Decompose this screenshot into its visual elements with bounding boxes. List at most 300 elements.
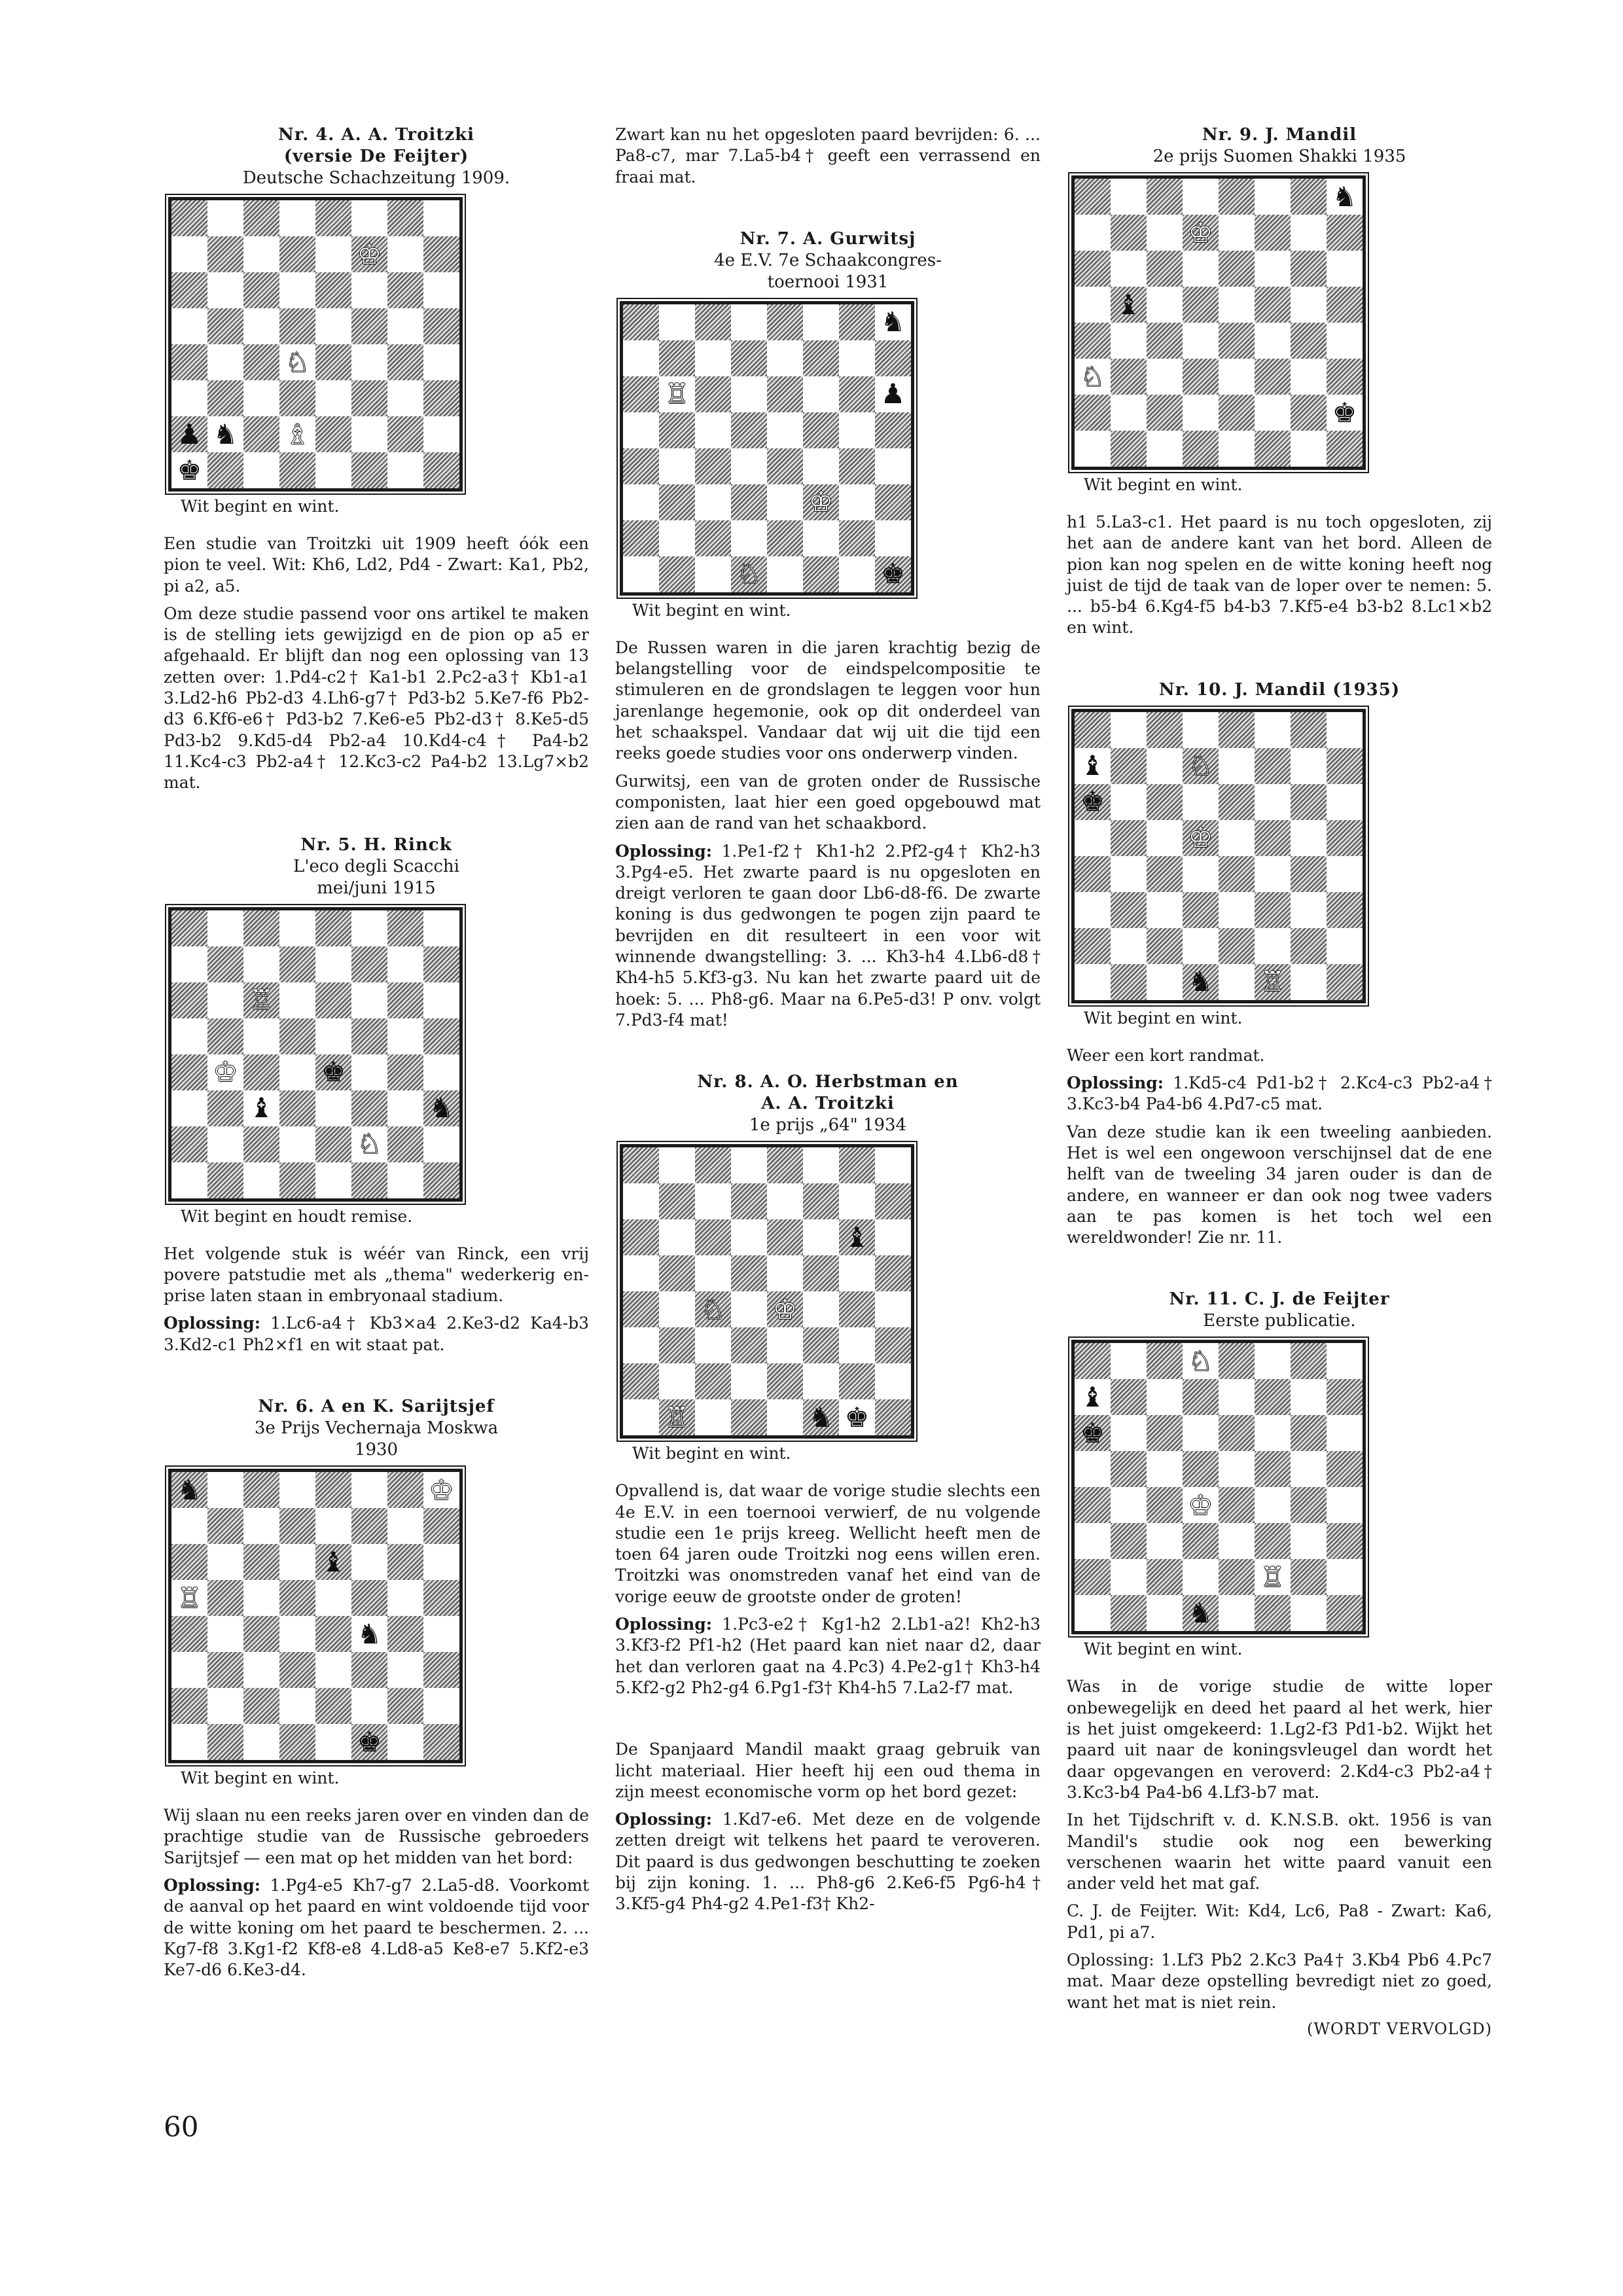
board-square xyxy=(1075,856,1111,892)
board-square xyxy=(279,910,315,946)
board-square xyxy=(171,1580,207,1616)
board-square xyxy=(243,416,279,452)
board-square xyxy=(839,1399,875,1435)
board-square xyxy=(279,452,315,488)
heading-line: Nr. 8. A. O. Herbstman en xyxy=(697,1072,959,1092)
board-square xyxy=(423,910,459,946)
paragraph-text: 1.Pc3-e2† Kg1-h2 2.Lb1-a2! Kh2-h3 3.Kf3-f2 Pf1-h2 (Het paard kan niet naar d2, daar het dan verloren gaat na 4.Pc3) 4.Pe2-g1† Kh3-h4 5.Kf2-g2 Ph2-g4 6.Pg1-f3† Kh4-h5 7.La2-f7 mat. xyxy=(615,1615,1041,1697)
paragraph xyxy=(1067,1950,1492,2013)
board-nr6 xyxy=(168,1469,463,1763)
board-square xyxy=(1075,712,1111,748)
black-pawn-icon: ♟ xyxy=(177,418,202,450)
black-knight-icon: ♞ xyxy=(808,1401,834,1433)
board-square xyxy=(695,484,731,520)
board-square xyxy=(423,380,459,416)
board-square xyxy=(659,448,695,484)
board-square xyxy=(767,1363,803,1399)
board-square xyxy=(803,1291,839,1327)
board-square xyxy=(171,1652,207,1688)
black-king-icon: ♚ xyxy=(177,454,202,486)
board-square xyxy=(207,200,243,236)
board-square xyxy=(315,1688,351,1724)
board-square xyxy=(171,1724,207,1760)
paragraph xyxy=(164,1313,589,1355)
board-square xyxy=(387,1688,423,1724)
board-square xyxy=(803,520,839,556)
board-square xyxy=(875,1327,911,1363)
board-square xyxy=(1147,928,1183,964)
board-square xyxy=(279,236,315,272)
board-square xyxy=(1219,1487,1255,1523)
paragraph-text: C. J. de Feijter. Wit: Kd4, Lc6, Pa8 - Zwart: Ka6, Pd1, pi a7. xyxy=(1067,1901,1492,1942)
board-square xyxy=(1255,1559,1291,1595)
board-square xyxy=(243,452,279,488)
board-square xyxy=(1255,215,1291,251)
board-square xyxy=(1327,179,1363,215)
board-square xyxy=(659,1399,695,1435)
board-square xyxy=(207,1580,243,1616)
board-square xyxy=(839,484,875,520)
board-square xyxy=(1291,748,1327,784)
board-square xyxy=(387,946,423,982)
black-king-icon: ♚ xyxy=(357,1725,382,1758)
board-square xyxy=(839,1183,875,1219)
board-square xyxy=(1111,784,1147,820)
board-square xyxy=(351,1652,387,1688)
board-square xyxy=(1255,892,1291,928)
board-square xyxy=(387,982,423,1018)
board-square xyxy=(731,412,767,448)
board-square xyxy=(315,1126,351,1162)
board-square xyxy=(387,1472,423,1508)
board-square xyxy=(1327,892,1363,928)
board-square xyxy=(659,304,695,340)
board-square xyxy=(1327,431,1363,467)
board-square xyxy=(1075,784,1111,820)
board-square xyxy=(279,1688,315,1724)
board-square xyxy=(1219,431,1255,467)
board-square xyxy=(1147,712,1183,748)
paragraph-text: Weer een kort randmat. xyxy=(1067,1045,1265,1065)
board-square xyxy=(1255,1343,1291,1379)
board-square xyxy=(731,1399,767,1435)
board-square xyxy=(659,1147,695,1183)
board-square xyxy=(207,1162,243,1198)
board-square xyxy=(767,520,803,556)
board-square xyxy=(1219,1523,1255,1559)
board-square xyxy=(839,556,875,592)
board-square xyxy=(207,1544,243,1580)
board-square xyxy=(1327,964,1363,1000)
board-square xyxy=(695,520,731,556)
board-square xyxy=(279,1616,315,1652)
board-square xyxy=(1291,784,1327,820)
board-square xyxy=(315,452,351,488)
board-square xyxy=(1219,1451,1255,1487)
section-spacer xyxy=(164,1362,589,1396)
board-square xyxy=(623,376,659,412)
board-square xyxy=(695,304,731,340)
board-square xyxy=(207,1688,243,1724)
board-square xyxy=(695,1399,731,1435)
board-square xyxy=(207,1472,243,1508)
board-square xyxy=(1183,712,1219,748)
board-square xyxy=(875,556,911,592)
board-square xyxy=(1291,892,1327,928)
board-square xyxy=(1147,1595,1183,1631)
board-square xyxy=(1111,712,1147,748)
white-rook-icon: ♖ xyxy=(664,378,690,410)
board-square xyxy=(1327,820,1363,856)
paragraph xyxy=(1067,1122,1492,1249)
board-square xyxy=(423,1616,459,1652)
heading-line: Nr. 4. A. A. Troitzki xyxy=(278,125,474,145)
board-square xyxy=(1219,1343,1255,1379)
paragraph-text: 1.Kd7-e6. Met deze en de volgende zetten dreigt wit telkens het paard te veroveren. Dit paard is dus gedwongen beschutting te zoeken bij zijn koning. 1. ... Ph8-g6 2.Ke6-f5 Pg6-h4† 3.Kf5-g4 Ph4-g2 4.Pe1-f3† Kh2- xyxy=(615,1810,1041,1914)
board-square xyxy=(1219,964,1255,1000)
board-square xyxy=(279,1652,315,1688)
board-square xyxy=(387,1162,423,1198)
paragraph xyxy=(615,637,1041,764)
black-knight-icon: ♞ xyxy=(429,1092,454,1124)
board-square xyxy=(1147,323,1183,359)
heading-line: 1e prijs „64" 1934 xyxy=(749,1115,907,1136)
board-square xyxy=(839,376,875,412)
board-square xyxy=(1291,359,1327,395)
paragraph-text: In het Tijdschrift v. d. K.N.S.B. okt. 1956 is van Mandil's studie ook nog een bewerking verschenen waarin het witte paard vanuit een ander veld het mat gaf. xyxy=(1067,1810,1492,1893)
board-square xyxy=(1219,892,1255,928)
board-square xyxy=(387,1090,423,1126)
board-square xyxy=(1147,1523,1183,1559)
board-square xyxy=(695,376,731,412)
board-caption: Wit begint en wint. xyxy=(1084,475,1243,494)
board-square xyxy=(315,236,351,272)
board-square xyxy=(731,1183,767,1219)
board-square xyxy=(243,236,279,272)
board-square xyxy=(875,412,911,448)
board-square xyxy=(875,520,911,556)
board-square xyxy=(731,1219,767,1255)
board-square xyxy=(315,910,351,946)
board-square xyxy=(171,272,207,308)
board-square xyxy=(171,982,207,1018)
board-square xyxy=(423,1724,459,1760)
board-square xyxy=(243,982,279,1018)
board-square xyxy=(207,946,243,982)
solution-label: Oplossing: xyxy=(615,841,712,861)
board-square xyxy=(1183,1559,1219,1595)
board-square xyxy=(207,1018,243,1054)
board-square xyxy=(623,1327,659,1363)
board-square xyxy=(171,236,207,272)
board-square xyxy=(1291,964,1327,1000)
board-square xyxy=(1327,1451,1363,1487)
study-heading xyxy=(1067,679,1492,701)
paragraph-text: Wij slaan nu een reeks jaren over en vinden dan de prachtige studie van de Russische gebroeders Sarijtsjef — een mat op het midden van het bord: xyxy=(164,1806,589,1867)
board-square xyxy=(1183,323,1219,359)
board-square xyxy=(623,412,659,448)
board-square xyxy=(1147,395,1183,431)
board-square xyxy=(1111,1487,1147,1523)
board-square xyxy=(1219,359,1255,395)
heading-line: 4e E.V. 7e Schaakcongres- xyxy=(714,250,942,270)
board-square xyxy=(1255,251,1291,287)
board-square xyxy=(839,1327,875,1363)
board-square xyxy=(659,1327,695,1363)
board-square xyxy=(803,1399,839,1435)
board-square xyxy=(243,1724,279,1760)
board-square xyxy=(1183,1523,1219,1559)
board-square xyxy=(171,1544,207,1580)
board-square xyxy=(243,1126,279,1162)
board-square xyxy=(351,1472,387,1508)
board-square xyxy=(423,416,459,452)
board-square xyxy=(387,1616,423,1652)
board-square xyxy=(243,1652,279,1688)
board-square xyxy=(695,412,731,448)
heading-line: 2e prijs Suomen Shakki 1935 xyxy=(1152,147,1406,166)
board-square xyxy=(1111,287,1147,323)
board-square xyxy=(1219,1379,1255,1415)
board-square xyxy=(731,1327,767,1363)
board-square xyxy=(1147,748,1183,784)
board-square xyxy=(839,412,875,448)
board-square xyxy=(839,1147,875,1183)
board-square xyxy=(1327,1559,1363,1595)
board-square xyxy=(1291,1379,1327,1415)
board-square xyxy=(731,448,767,484)
board-square xyxy=(207,344,243,380)
board-caption: Wit begint en wint. xyxy=(181,497,340,516)
board-caption: Wit begint en wint. xyxy=(181,1768,340,1788)
board-square xyxy=(171,910,207,946)
board-square xyxy=(387,272,423,308)
board-square xyxy=(875,1183,911,1219)
board-square xyxy=(351,1616,387,1652)
black-knight-icon: ♞ xyxy=(880,306,906,338)
board-square xyxy=(659,1363,695,1399)
board-square xyxy=(243,946,279,982)
board-square xyxy=(1219,748,1255,784)
board-square xyxy=(659,520,695,556)
board-square xyxy=(387,308,423,344)
board-square xyxy=(1111,395,1147,431)
board-square xyxy=(171,1126,207,1162)
board-square xyxy=(1075,323,1111,359)
paragraph xyxy=(1067,512,1492,639)
board-square xyxy=(279,308,315,344)
board-square xyxy=(351,452,387,488)
paragraph xyxy=(164,533,589,597)
board-square xyxy=(387,1544,423,1580)
heading-line: Deutsche Schachzeitung 1909. xyxy=(242,168,510,188)
board-square xyxy=(171,344,207,380)
board-square xyxy=(243,1544,279,1580)
board-square xyxy=(1111,431,1147,467)
board-square xyxy=(351,344,387,380)
board-square xyxy=(1075,1559,1111,1595)
board-square xyxy=(803,448,839,484)
board-square xyxy=(351,236,387,272)
board-square xyxy=(315,1544,351,1580)
board-square xyxy=(695,1291,731,1327)
board-square xyxy=(1327,1595,1363,1631)
board-square xyxy=(803,412,839,448)
board-square xyxy=(695,1327,731,1363)
board-square xyxy=(803,304,839,340)
board-square xyxy=(315,982,351,1018)
board-square xyxy=(1327,1415,1363,1451)
paragraph-text: De Spanjaard Mandil maakt graag gebruik van licht materiaal. Hier heeft hij een oud thema in zijn meest economische vorm op het bord gezet: xyxy=(615,1740,1041,1801)
board-square xyxy=(243,1580,279,1616)
white-king-icon: ♔ xyxy=(1188,821,1213,854)
board-square xyxy=(1075,964,1111,1000)
white-rook-icon: ♖ xyxy=(1260,965,1285,998)
board-square xyxy=(1111,359,1147,395)
board-square xyxy=(659,412,695,448)
board-square xyxy=(1111,1595,1147,1631)
board-square xyxy=(351,1018,387,1054)
board-square xyxy=(351,272,387,308)
board-square xyxy=(839,1255,875,1291)
board-nr7 xyxy=(620,301,914,596)
board-square xyxy=(623,484,659,520)
board-square xyxy=(767,484,803,520)
board-square xyxy=(243,1472,279,1508)
board-square xyxy=(1147,431,1183,467)
board-square xyxy=(1255,1415,1291,1451)
black-pawn-icon: ♟ xyxy=(880,378,906,410)
white-knight-icon: ♘ xyxy=(1188,749,1213,782)
board-square xyxy=(1255,395,1291,431)
paragraph xyxy=(164,603,589,794)
board-nr5 xyxy=(168,907,463,1202)
board-square xyxy=(695,1363,731,1399)
board-square xyxy=(839,448,875,484)
paragraph-text: Een studie van Troitzki uit 1909 heeft óók een pion te veel. Wit: Kh6, Ld2, Pd4 - Zwart: Ka1, Pb2, pi a2, a5. xyxy=(164,534,589,596)
paragraph-text: Was in de vorige studie de witte loper onbewegelijk en deed het paard al het werk, hier is het juist omgekeerd: 1.Lg2-f3 Pd1-b2. Wijkt het paard uit naar de koningsvleugel dan wordt het daar opgevangen en veroverd: 2.Kd4-c3 Pb2-a4† 3.Kc3-b4 Pa4-b6 4.Lf3-b7 mat. xyxy=(1067,1677,1492,1802)
board-square xyxy=(279,982,315,1018)
black-knight-icon: ♞ xyxy=(357,1617,382,1650)
board-square xyxy=(803,340,839,376)
board-square xyxy=(803,1183,839,1219)
column-right xyxy=(1067,124,1492,2038)
board-square xyxy=(279,1472,315,1508)
board-square xyxy=(659,1183,695,1219)
study-heading xyxy=(164,124,589,168)
board-square xyxy=(1075,359,1111,395)
white-king-icon: ♔ xyxy=(772,1293,798,1325)
board-square xyxy=(875,304,911,340)
solution-label: Oplossing: xyxy=(615,1615,712,1634)
study-source xyxy=(164,856,589,899)
board-square xyxy=(731,484,767,520)
board-square xyxy=(875,1399,911,1435)
board-square xyxy=(423,1688,459,1724)
board-square xyxy=(1219,1559,1255,1595)
board-square xyxy=(279,1162,315,1198)
board-square xyxy=(875,484,911,520)
board-square xyxy=(1219,712,1255,748)
heading-line: mei/juni 1915 xyxy=(317,878,436,898)
board-square xyxy=(1183,748,1219,784)
board-square xyxy=(1291,712,1327,748)
board-square xyxy=(1291,820,1327,856)
page-number: 60 xyxy=(164,2111,199,2143)
board-square xyxy=(803,1219,839,1255)
board-square xyxy=(1219,179,1255,215)
column-middle xyxy=(615,124,1041,1922)
board-square xyxy=(1075,215,1111,251)
board-square xyxy=(1111,856,1147,892)
board-square xyxy=(659,376,695,412)
board-square xyxy=(1111,251,1147,287)
board-square xyxy=(423,308,459,344)
board-square xyxy=(1183,784,1219,820)
board-square xyxy=(1111,323,1147,359)
black-king-icon: ♚ xyxy=(844,1401,870,1433)
board-square xyxy=(623,1219,659,1255)
board-square xyxy=(351,416,387,452)
board-square xyxy=(243,910,279,946)
board-square xyxy=(767,1291,803,1327)
board-square xyxy=(1147,251,1183,287)
board-nr8 xyxy=(620,1144,914,1439)
study-heading xyxy=(164,1396,589,1418)
board-square xyxy=(1075,431,1111,467)
board-square xyxy=(659,1255,695,1291)
board-square xyxy=(1327,323,1363,359)
heading-line: A. A. Troitzki xyxy=(761,1094,895,1114)
board-square xyxy=(351,308,387,344)
heading-line: Nr. 5. H. Rinck xyxy=(300,834,452,855)
board-square xyxy=(803,1147,839,1183)
board-square xyxy=(279,272,315,308)
board-square xyxy=(1075,892,1111,928)
board-square xyxy=(1075,1487,1111,1523)
board-square xyxy=(207,1126,243,1162)
section-spacer xyxy=(615,1705,1041,1739)
solution-label: Oplossing: xyxy=(164,1875,260,1895)
board-square xyxy=(315,380,351,416)
board-square xyxy=(695,448,731,484)
board-square xyxy=(1291,431,1327,467)
board-square xyxy=(623,304,659,340)
board-square xyxy=(1183,251,1219,287)
board-square xyxy=(623,1255,659,1291)
board-square xyxy=(767,376,803,412)
paragraph xyxy=(615,1809,1041,1914)
board-square xyxy=(767,1399,803,1435)
board-square xyxy=(1291,928,1327,964)
board-square xyxy=(1219,928,1255,964)
section-spacer xyxy=(1067,645,1492,679)
board-square xyxy=(1183,1379,1219,1415)
board-square xyxy=(659,484,695,520)
board-square xyxy=(351,1508,387,1544)
black-king-icon: ♚ xyxy=(880,558,906,590)
section-spacer xyxy=(1067,1255,1492,1289)
board-square xyxy=(767,448,803,484)
board-square xyxy=(1183,820,1219,856)
board-square xyxy=(387,344,423,380)
board-square xyxy=(731,1147,767,1183)
board-square xyxy=(207,272,243,308)
white-knight-icon: ♘ xyxy=(736,558,762,590)
board-square xyxy=(423,236,459,272)
board-caption: Wit begint en wint. xyxy=(1084,1008,1243,1028)
section-spacer xyxy=(164,800,589,834)
